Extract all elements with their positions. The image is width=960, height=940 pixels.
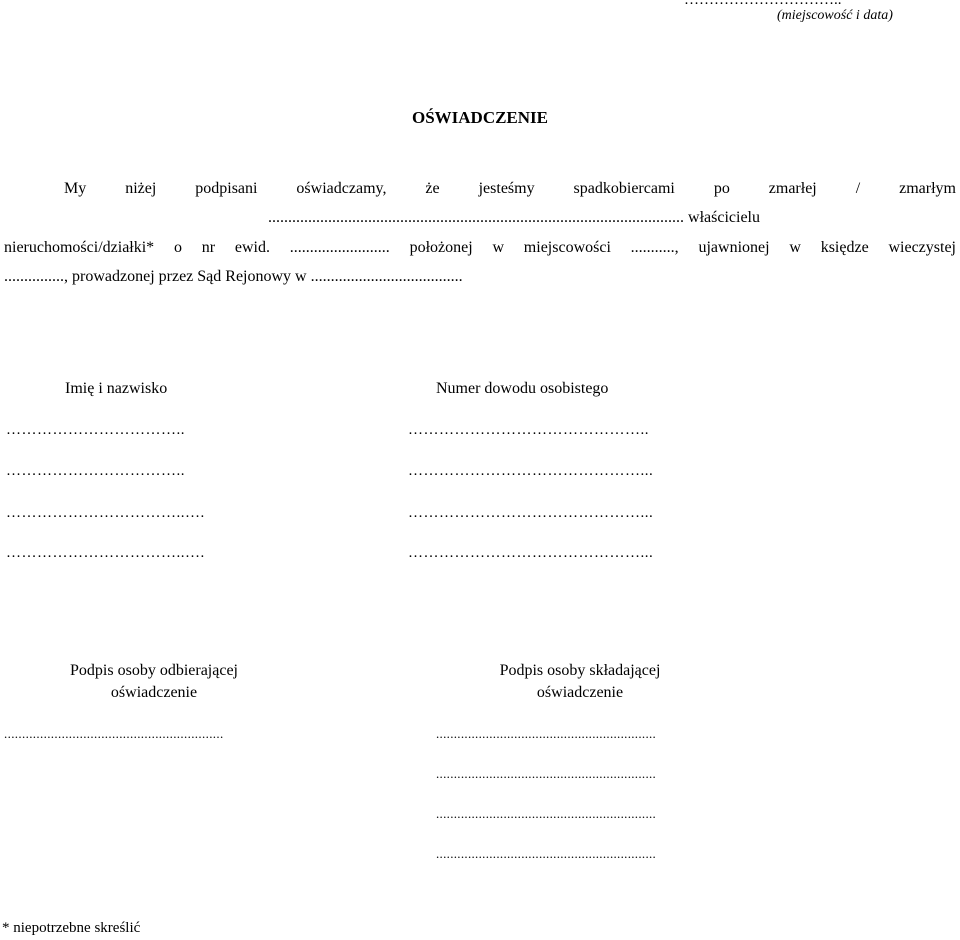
statement-line-2: ........................................................................................................ właścicielu <box>268 209 760 226</box>
declarant-signature-line: .............................................................. <box>436 766 657 781</box>
statement-line-4: ..............., prowadzonej przez Sąd Rejonowy w ...................................... <box>4 268 463 285</box>
declarant-signature-line: .............................................................. <box>436 846 657 861</box>
place-date-label: (miejscowość i data) <box>777 8 893 23</box>
name-field-line: …………………………….. <box>6 463 185 479</box>
statement-line-1: My niżej podpisani oświadczamy, że jesteśmy spadkobiercami po zmarłej / zmarłym <box>64 180 956 197</box>
id-number-field-line: ………………………………………... <box>408 463 654 479</box>
id-number-field-line: ……………………………………….. <box>408 422 649 438</box>
document-title: OŚWIADCZENIE <box>411 108 549 127</box>
name-field-line: ……………………………..…. <box>6 545 205 561</box>
name-field-line: ……………………………..…. <box>6 505 205 521</box>
declarant-signature-label: Podpis osoby składającej oświadczenie <box>499 662 661 701</box>
receiver-signature-line: ............................................................. <box>4 726 224 741</box>
id-number-column-header: Numer dowodu osobistego <box>436 380 609 397</box>
footnote: * niepotrzebne skreślić <box>2 920 141 936</box>
name-column-header: Imię i nazwisko <box>65 380 168 397</box>
place-date-dots: ………………………….. <box>684 0 842 8</box>
id-number-field-line: ………………………………………... <box>408 505 654 521</box>
declarant-signature-line: .............................................................. <box>436 806 657 821</box>
id-number-field-line: ………………………………………... <box>408 545 654 561</box>
name-field-line: …………………………….. <box>6 422 185 438</box>
declarant-signature-line: .............................................................. <box>436 726 657 741</box>
statement-line-3: nieruchomości/działki* o nr ewid. ......................... położonej w miejscowości ..........., ujawnionej w księdze wieczystej <box>4 239 956 256</box>
receiver-signature-label: Podpis osoby odbierającej oświadczenie <box>70 662 238 701</box>
